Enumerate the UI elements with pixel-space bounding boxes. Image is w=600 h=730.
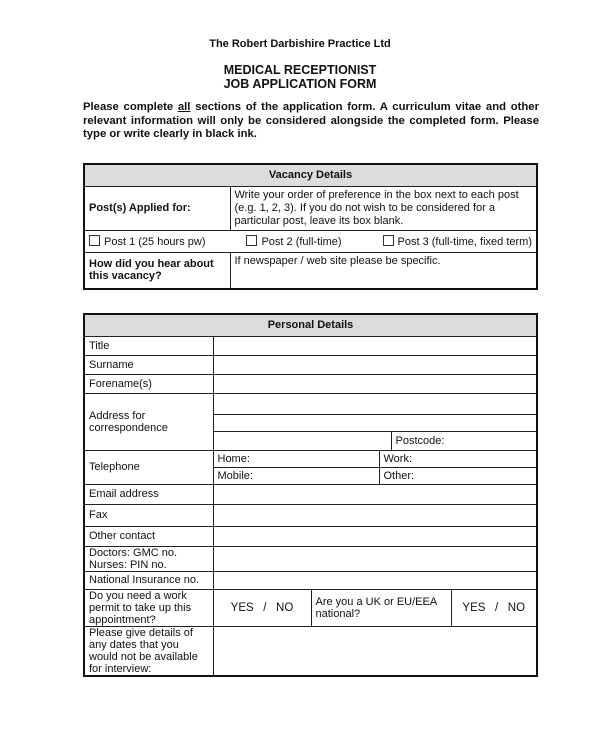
postcode-field[interactable]: Postcode: — [391, 431, 537, 450]
interview-dates-label: Please give details of any dates that you would not be available for interview: — [84, 626, 213, 676]
uk-national-answer[interactable]: YES / NO — [451, 589, 537, 626]
post-2-option[interactable] — [246, 235, 341, 248]
fax-label: Fax — [84, 504, 213, 526]
forenames-label: Forename(s) — [84, 374, 213, 393]
intro-emphasis: all — [177, 101, 191, 113]
personal-heading: Personal Details — [84, 314, 537, 336]
interview-dates-field[interactable] — [213, 626, 537, 676]
post-2-label: Post 2 (full-time) — [261, 235, 342, 248]
surname-field[interactable] — [213, 355, 537, 374]
gmc-label: Doctors: GMC no. — [89, 546, 178, 559]
email-field[interactable] — [213, 484, 537, 504]
intro-text: Please complete — [83, 101, 178, 113]
form-title-line2: JOB APPLICATION FORM — [223, 77, 377, 91]
vacancy-details-table — [83, 163, 538, 290]
practice-name: The Robert Darbishire Practice Ltd — [209, 38, 391, 50]
surname-label: Surname — [84, 355, 213, 374]
post-3-option[interactable] — [383, 235, 532, 248]
fax-field[interactable] — [213, 504, 537, 526]
other-contact-field[interactable] — [213, 526, 537, 546]
address-label: Address for correspondence — [84, 393, 213, 450]
ni-field[interactable] — [213, 571, 537, 589]
hear-label: How did you hear about this vacancy? — [84, 252, 230, 289]
address-line-2[interactable] — [213, 414, 537, 431]
post-3-label: Post 3 (full-time, fixed term) — [397, 235, 532, 248]
personal-details-table — [83, 313, 538, 677]
uk-national-label: Are you a UK or EU/EEA national? — [311, 589, 451, 626]
vacancy-heading: Vacancy Details — [84, 164, 537, 186]
telephone-label: Telephone — [84, 450, 213, 484]
title-field[interactable] — [213, 336, 537, 355]
other-phone-field[interactable]: Other: — [379, 467, 537, 484]
pin-label: Nurses: PIN no. — [89, 558, 167, 571]
intro-text: sections of the application form. A curriculum vitae and other relevant information will only be considered alongside the completed form. Please type or write clearly in black ink. — [83, 101, 539, 140]
home-phone-field[interactable]: Home: — [213, 450, 379, 467]
ni-label: National Insurance no. — [84, 571, 213, 589]
other-contact-label: Other contact — [84, 526, 213, 546]
work-permit-label: Do you need a work permit to take up this appointment? — [84, 589, 213, 626]
address-line-3[interactable] — [213, 431, 391, 450]
forenames-field[interactable] — [213, 374, 537, 393]
post-1-label: Post 1 (25 hours pw) — [104, 235, 206, 248]
intro-instructions — [83, 101, 539, 142]
checkbox[interactable] — [383, 235, 394, 246]
work-phone-field[interactable]: Work: — [379, 450, 537, 467]
title-label: Title — [84, 336, 213, 355]
registration-number-field[interactable] — [213, 546, 537, 571]
email-label: Email address — [84, 484, 213, 504]
posts-label: Post(s) Applied for: — [84, 186, 230, 230]
posts-instructions: Write your order of preference in the box next to each post (e.g. 1, 2, 3). If you do not wish to be considered for a particular post, leave its box blank. — [230, 186, 537, 230]
mobile-phone-field[interactable]: Mobile: — [213, 467, 379, 484]
form-title-line1: MEDICAL RECEPTIONIST — [223, 63, 377, 77]
hear-field[interactable]: If newspaper / web site please be specific. — [230, 252, 537, 289]
work-permit-answer[interactable]: YES / NO — [213, 589, 311, 626]
post-1-option[interactable] — [89, 235, 206, 248]
checkbox[interactable] — [246, 235, 257, 246]
address-line-1[interactable] — [213, 393, 537, 414]
checkbox[interactable] — [89, 235, 100, 246]
